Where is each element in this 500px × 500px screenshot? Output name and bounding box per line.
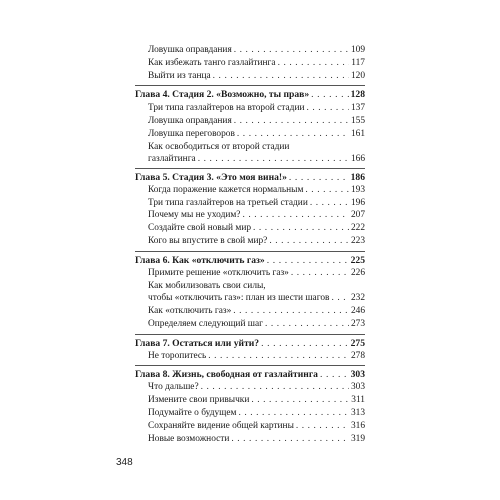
toc-entry-page: 226 <box>350 268 365 278</box>
toc-entry-title: Не торопитесь <box>148 351 207 361</box>
toc-chapter-heading <box>135 255 365 266</box>
dot-leader <box>234 116 349 127</box>
toc-chapter-heading <box>135 338 365 349</box>
toc-entry-page: 303 <box>350 382 365 392</box>
toc-entry-title: Выйти из танца <box>148 71 211 81</box>
toc-entry <box>148 45 365 56</box>
chapter-page: 275 <box>350 338 365 349</box>
chapter-page: 186 <box>350 172 365 183</box>
toc-entry-page: 117 <box>351 58 365 68</box>
toc-entry-title: газлайтинга <box>148 154 196 164</box>
chapter-title: Глава 8. Жизнь, свободная от газлайтинга <box>135 369 318 380</box>
toc-entry-page: 223 <box>350 236 365 246</box>
toc-entry <box>148 236 365 247</box>
chapter-title: Глава 4. Стадия 2. «Возможно, ты прав» <box>135 89 310 100</box>
toc-entry <box>148 58 365 69</box>
section-divider <box>135 168 365 169</box>
toc-entry-page: 109 <box>350 45 365 55</box>
dot-leader <box>198 154 349 165</box>
toc-entry-page: 161 <box>350 129 365 139</box>
dot-leader <box>237 129 349 140</box>
toc-entry-title: Ловушка оправдания <box>148 45 232 55</box>
chapter-title: Глава 7. Остаться или уйти? <box>135 338 260 349</box>
toc-chapter-heading <box>135 89 365 100</box>
toc-entry-title: Измените свои привычки <box>148 395 250 405</box>
toc-entry-page: 207 <box>350 210 365 220</box>
toc-entry <box>148 154 365 165</box>
dot-leader <box>320 369 349 380</box>
toc-entry-title: чтобы «отключить газ»: план из шести шагов <box>148 293 330 303</box>
toc-entry-title: Ловушка оправдания <box>148 116 232 126</box>
toc-entry <box>148 351 365 362</box>
toc-entry-title: Как «отключить газ» <box>148 306 232 316</box>
toc-entry <box>148 293 365 304</box>
toc-entry <box>148 210 365 221</box>
dot-leader <box>231 434 349 445</box>
toc-entry <box>148 198 365 209</box>
toc-entry-page: 222 <box>350 223 365 233</box>
toc-entry-title: Три типа газлайтеров на второй стадии <box>148 103 305 113</box>
toc-entry-page: 246 <box>350 306 365 316</box>
toc-entry <box>148 116 365 127</box>
toc-entry-title: Примите решение «отключить газ» <box>148 268 289 278</box>
toc-entry <box>148 421 365 432</box>
dot-leader <box>238 408 348 419</box>
page-number: 348 <box>116 457 133 468</box>
toc-entry-page: 278 <box>350 351 365 361</box>
dot-leader <box>208 351 349 362</box>
dot-leader <box>296 421 349 432</box>
toc-entry <box>148 268 365 279</box>
toc-entry-title: Как избежать танго газлайтинга <box>148 58 276 68</box>
toc-entry-page: 193 <box>350 185 365 195</box>
toc-entry <box>148 408 365 419</box>
section-divider <box>135 85 365 86</box>
toc-entry-page: 155 <box>350 116 365 126</box>
toc-entry-page: 316 <box>350 421 365 431</box>
toc-entry <box>148 223 365 234</box>
toc-entry-title: Что дальше? <box>148 382 199 392</box>
toc-entry-title: Сохраняйте видение общей картины <box>148 421 294 431</box>
chapter-page: 225 <box>350 255 365 266</box>
toc-entry-title: Новые возможности <box>148 434 230 444</box>
dot-leader <box>311 89 348 100</box>
toc-entry-title-line1: Как мобилизовать свои силы, <box>148 281 266 291</box>
toc-chapter-heading <box>135 172 365 183</box>
toc-entry <box>148 103 365 114</box>
dot-leader <box>289 172 349 183</box>
toc-entry-page: 196 <box>350 198 365 208</box>
toc-chapter-heading <box>135 369 365 380</box>
toc-entry-page: 232 <box>350 293 365 303</box>
dot-leader <box>265 319 349 330</box>
section-divider <box>135 251 365 252</box>
toc-entry-title: Кого вы впустите в свой мир? <box>148 236 268 246</box>
toc-entry-title: Определяем следующий шаг <box>148 319 264 329</box>
toc-entry <box>148 71 365 82</box>
toc-entry-title: Три типа газлайтеров на третьей стадии <box>148 198 308 208</box>
dot-leader <box>267 255 349 266</box>
section-divider <box>135 334 365 335</box>
dot-leader <box>269 236 349 247</box>
dot-leader <box>242 210 348 221</box>
toc-entry <box>148 382 365 393</box>
toc-entry-page: 273 <box>350 319 365 329</box>
chapter-title: Глава 6. Как «отключить газ» <box>135 255 265 266</box>
dot-leader <box>305 185 349 196</box>
toc-entry <box>148 129 365 140</box>
dot-leader <box>234 45 349 56</box>
dot-leader <box>233 306 349 317</box>
dot-leader <box>261 338 349 349</box>
toc-entry-title: Когда поражение кажется нормальным <box>148 185 304 195</box>
dot-leader <box>251 395 349 406</box>
section-divider <box>135 365 365 366</box>
dot-leader <box>306 103 348 114</box>
dot-leader <box>213 71 349 82</box>
toc-entry-title: Подумайте о будущем <box>148 408 237 418</box>
toc-entry <box>148 306 365 317</box>
toc-entry-page: 313 <box>350 408 365 418</box>
dot-leader <box>201 382 349 393</box>
dot-leader <box>291 268 349 279</box>
toc-entry-title: Почему мы не уходим? <box>148 210 241 220</box>
toc-entry <box>148 434 365 445</box>
toc-entry-page: 120 <box>350 71 365 81</box>
dot-leader <box>310 198 349 209</box>
toc-entry-page: 166 <box>350 154 365 164</box>
chapter-page: 303 <box>350 369 365 380</box>
toc-entry-title-line1: Как освободиться от второй стадии <box>148 142 290 152</box>
toc-entry-page: 311 <box>351 395 365 405</box>
dot-leader <box>278 58 350 69</box>
toc-entry-page: 137 <box>350 103 365 113</box>
toc-entry-title: Создайте свой новый мир <box>148 223 252 233</box>
toc-entry <box>148 185 365 196</box>
dot-leader <box>253 223 349 234</box>
chapter-title: Глава 5. Стадия 3. «Это моя вина!» <box>135 172 287 183</box>
toc-entry <box>148 395 365 406</box>
toc-entry-title: Ловушка переговоров <box>148 129 235 139</box>
toc-entry <box>148 319 365 330</box>
toc-entry-page: 319 <box>350 434 365 444</box>
chapter-page: 128 <box>350 89 365 100</box>
dot-leader <box>331 293 349 304</box>
